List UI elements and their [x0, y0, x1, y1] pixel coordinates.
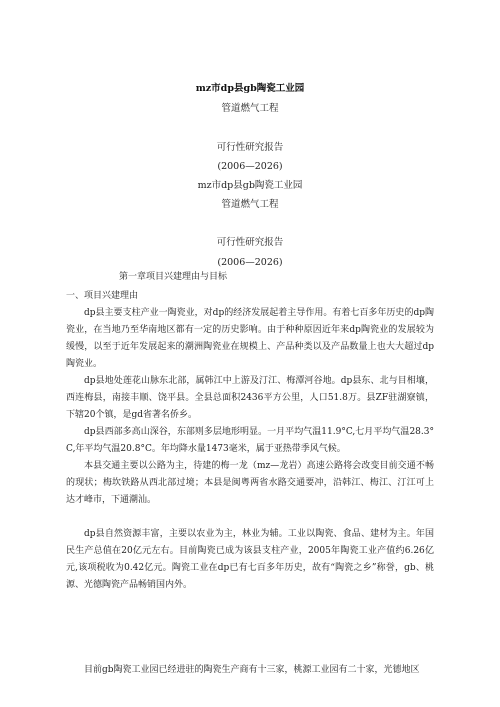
section-heading: 一、项目兴建理由	[66, 291, 139, 301]
paragraph: 本县交通主要以公路为主，待建的梅一龙（mz—龙岩）高速公路将会改变目前交通不畅的现状；梅坎铁路从西北部过境；本县是闽粤两省水路交通要冲，沿韩江、梅江、汀江可上达才峰市，下通潮汕。	[66, 461, 434, 505]
chapter-heading: 第一章项目兴建理由与目标	[119, 272, 228, 282]
cover-report-type: 可行性研究报告	[216, 142, 284, 153]
cover-subtitle: 管道燃气工程	[221, 103, 279, 114]
cover-period-repeat: (2006—2026)	[217, 257, 283, 268]
paragraph: dp县地处莲花山脉东北部，属韩江中上游及汀江、梅潭河谷地。dp县东、北与目相壤，西连梅县，南接丰顺、饶平县。全县总面积2436平方公里，人口51.8万。县ZF驻湖寮镇，下辖20个镇，是gd省著名侨乡。	[66, 376, 434, 420]
cover-title: mz市dp县gb陶瓷工业园	[195, 83, 305, 94]
cover-report-type-repeat: 可行性研究报告	[216, 237, 284, 248]
paragraph: dp县自然资源丰富，主要以农业为主，林业为辅。工业以陶瓷、食品、建材为主。年国民生产总值在20亿元左右。目前陶瓷已成为该县支柱产业，2005年陶瓷工业产值约6.26亿元,该项税收为0.42亿元。陶瓷工业在dp已有七百多年历史，故有“陶瓷之乡”称誉，gb、桃源、光德陶瓷产品畅销国内外。	[66, 529, 434, 590]
paragraph: dp县主要支柱产业一陶瓷业，对dp的经济发展起着主导作用。有着七百多年历史的dp陶瓷业，在当地乃至华南地区都有一定的历史影响。由于种种原因近年来dp陶瓷业的发展较为缓慢，以至于近年发展起来的潮洲陶瓷业在规模上、产品种类以及产品数量上也大大超过dp陶瓷业。	[66, 308, 434, 369]
paragraph: dp县西部多高山深谷，东部则多层地形明显。一月平均气温11.9°C,七月平均气温28.3°C,年平均气温20.8°C。年均降水量1473毫米，属于亚热带季风气候。	[66, 427, 434, 454]
paragraph: 目前gb陶瓷工业园已经进驻的陶瓷生产商有十三家，桃源工业园有二十家，光德地区	[84, 665, 420, 675]
cover-period: (2006—2026)	[217, 161, 283, 172]
cover-subtitle-repeat: 管道燃气工程	[221, 199, 279, 210]
cover-title-repeat: mz市dp县gb陶瓷工业园	[197, 180, 303, 191]
